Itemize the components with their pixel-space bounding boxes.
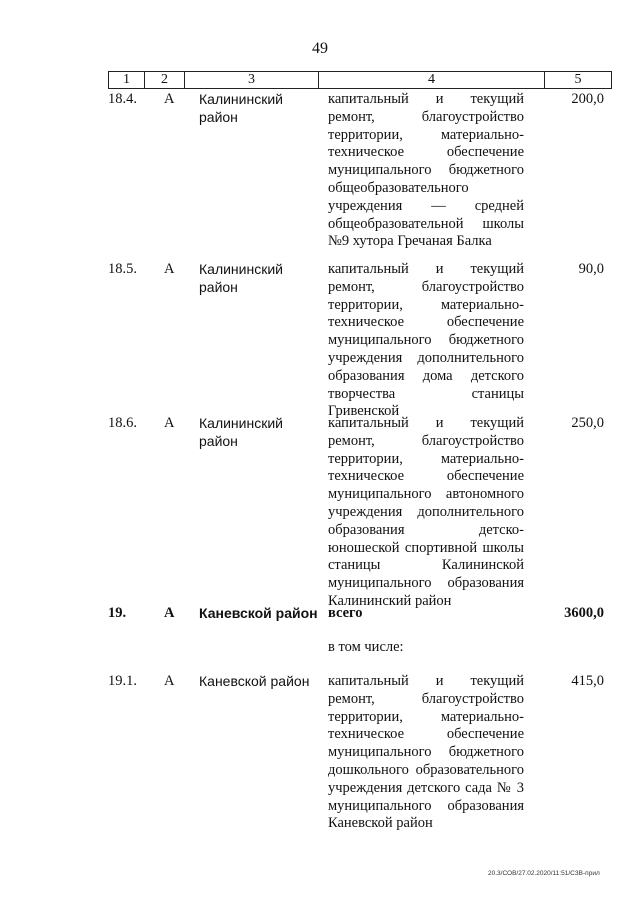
footer-code: 20.3/СОВ/27.02.2020/11:51/СЗВ-прил (488, 870, 600, 877)
row-category: А (164, 415, 175, 431)
header-col-2: 2 (145, 72, 185, 88)
header-col-3: 3 (185, 72, 319, 88)
header-col-1: 1 (109, 72, 145, 88)
row-category: А (164, 605, 175, 621)
row-district: Каневской район (199, 605, 318, 621)
page-number: 49 (312, 40, 328, 57)
row-description: капитальный и текущий ремонт, благоустройство территории, материально-техническое обеспечение муниципального бюджетного дошкольного образовательного учреждения детского сада № 3 муниципального образования Каневской район (328, 673, 524, 832)
row-category: А (164, 261, 175, 277)
row-description: капитальный и текущий ремонт, благоустройство территории, материально-техническое обеспечение муниципального бюджетного общеобразовательного учреждения — средней общеобразовательной школы №9 хутора Гречаная Балка (328, 91, 524, 250)
row-category: А (164, 673, 175, 689)
row-category: А (164, 91, 175, 107)
row-amount: 250,0 (571, 415, 604, 431)
row-description: капитальный и текущий ремонт, благоустройство территории, материально-техническое обеспечение муниципального бюджетного учреждения дополнительного образования дома детского творчества станицы Гривенской (328, 261, 524, 420)
header-col-4: 4 (319, 72, 545, 88)
row-number: 19. (108, 605, 127, 621)
row-amount: 90,0 (578, 261, 604, 277)
row-description: в том числе: (328, 639, 404, 655)
row-amount: 3600,0 (564, 605, 604, 621)
row-amount: 200,0 (571, 91, 604, 107)
row-number: 18.6. (108, 415, 137, 431)
header-col-5: 5 (574, 72, 582, 87)
row-district: Калининский район (199, 415, 283, 449)
row-district: Калининский район (199, 91, 283, 125)
row-amount: 415,0 (571, 673, 604, 689)
row-number: 19.1. (108, 673, 137, 689)
row-number: 18.5. (108, 261, 137, 277)
row-district: Калининский район (199, 261, 283, 295)
row-description: капитальный и текущий ремонт, благоустройство территории, материально-техническое обеспечение муниципального автономного учреждения дополнительного образования детско-юношеской спортивной школы станицы Калининской муниципального образования Калининский район (328, 415, 524, 609)
table-header (108, 71, 612, 89)
row-description: всего (328, 605, 363, 621)
row-number: 18.4. (108, 91, 137, 107)
row-district: Каневской район (199, 673, 310, 689)
